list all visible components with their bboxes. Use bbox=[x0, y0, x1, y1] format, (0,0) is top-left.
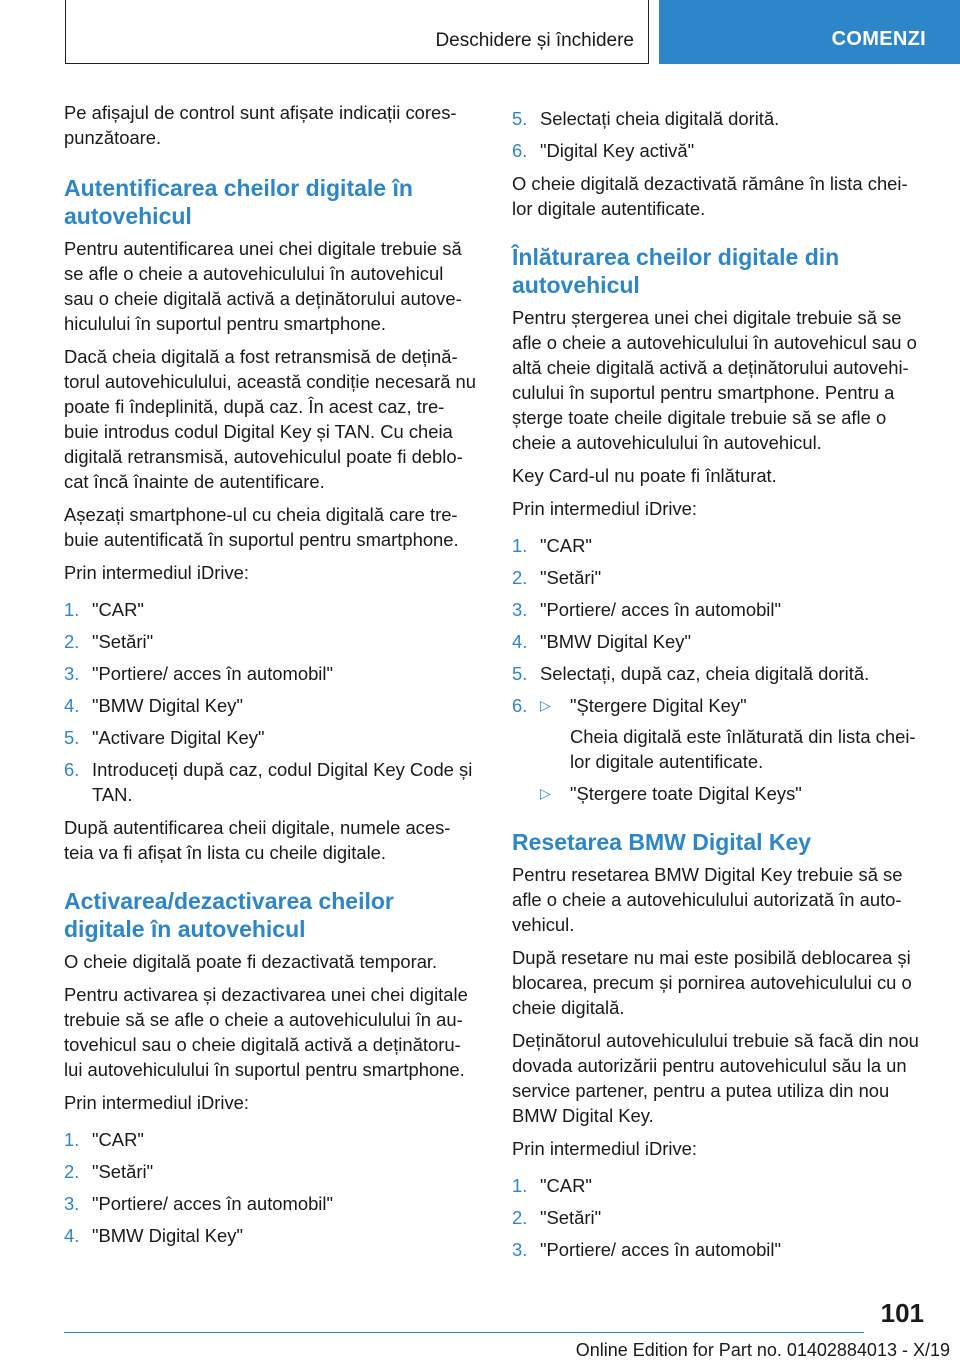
list-item bbox=[512, 533, 928, 558]
auth-paragraph-1: Pentru autentificarea unei chei digitale trebuie să se afle o cheie a autovehiculului în autovehicul sau o cheie digitală activă a deținătorului autove-hiculului în suportul pentru smartphone. bbox=[64, 238, 462, 334]
step-number: 4. bbox=[64, 1225, 80, 1246]
chapter-title: COMENZI bbox=[831, 28, 926, 50]
auth-paragraph-3: Așezați smartphone-ul cu cheia digitală care tre-buie autentificată în suportul pentru smartphone. bbox=[64, 504, 459, 550]
removal-paragraph-2: Key Card-ul nu poate fi înlăturat. bbox=[512, 465, 777, 486]
reset-paragraph-2: După resetare nu mai este posibilă deblocarea și blocarea, precum și pornirea autovehiculului cu o cheie digitală. bbox=[512, 947, 912, 1018]
reset-paragraph-4: Prin intermediul iDrive: bbox=[512, 1138, 697, 1159]
list-item bbox=[64, 1159, 478, 1184]
reset-paragraph-3: Deținătorul autovehiculului trebuie să facă din nou dovada autorizării pentru autovehiculul său la un service partener, pentru a putea utiliza din nou BMW Digital Key. bbox=[512, 1030, 919, 1126]
step-number: 2. bbox=[64, 1161, 80, 1182]
step-text: "Portiere/ acces în automobil" bbox=[92, 1193, 334, 1214]
activation-paragraph-4: O cheie digitală dezactivată rămâne în lista chei-lor digitale autentificate. bbox=[512, 173, 908, 219]
step-number: 5. bbox=[64, 727, 80, 748]
step-text: "Setări" bbox=[540, 567, 602, 588]
auth-paragraph-2: Dacă cheia digitală a fost retransmisă de dețină-torul autovehiculului, această condiție necesară nu poate fi îndeplinită, după caz. În acest caz, tre-buie introdus codul Digital Key și TAN. Cu cheia digitală retransmisă, autovehiculul poate fi deblo-cat încă înainte de autentificare. bbox=[64, 346, 477, 492]
step-number: 6. bbox=[512, 695, 528, 716]
list-item bbox=[64, 1191, 478, 1216]
left-column bbox=[64, 100, 478, 1256]
step-text: "CAR" bbox=[92, 599, 144, 620]
step-number: 3. bbox=[512, 1239, 528, 1260]
page-number: 101 bbox=[880, 1298, 924, 1328]
step-text: "CAR" bbox=[92, 1129, 144, 1150]
step-number: 1. bbox=[512, 535, 528, 556]
step-text: "BMW Digital Key" bbox=[92, 695, 244, 716]
removal-sub-options bbox=[540, 693, 928, 806]
list-item bbox=[64, 1127, 478, 1152]
list-item bbox=[512, 661, 928, 686]
step-number: 1. bbox=[64, 1129, 80, 1150]
list-item bbox=[64, 1223, 478, 1248]
sub-option-text: "Ștergere Digital Key" bbox=[570, 695, 747, 716]
activation-paragraph-1: O cheie digitală poate fi dezactivată temporar. bbox=[64, 951, 438, 972]
list-item bbox=[512, 693, 928, 806]
auth-heading: Autentificarea cheilor digitale în autovehicul bbox=[64, 175, 413, 229]
list-item bbox=[512, 138, 928, 163]
footer-divider bbox=[64, 1332, 864, 1333]
step-number: 3. bbox=[512, 599, 528, 620]
list-item bbox=[512, 106, 928, 131]
list-item bbox=[64, 629, 478, 654]
step-number: 3. bbox=[64, 1193, 80, 1214]
step-text: "Portiere/ acces în automobil" bbox=[540, 599, 782, 620]
removal-paragraph-1: Pentru ștergerea unei chei digitale trebuie să se afle o cheie a autovehiculului în autovehicul sau o altă cheie digitală activă a deținătorului autovehi-culului în suportul pentru smartphone. Pentru a șterge toate cheile digitale trebuie să se afle o cheie a autovehiculului în autovehicul. bbox=[512, 307, 917, 453]
list-item bbox=[512, 1237, 928, 1262]
step-number: 5. bbox=[512, 108, 528, 129]
list-item bbox=[512, 565, 928, 590]
step-number: 4. bbox=[512, 631, 528, 652]
auth-steps-list bbox=[64, 597, 478, 807]
sub-list-item bbox=[540, 693, 928, 774]
list-item bbox=[64, 597, 478, 622]
step-text: "Portiere/ acces în automobil" bbox=[92, 663, 334, 684]
step-text: "Setări" bbox=[92, 631, 154, 652]
intro-paragraph: Pe afișajul de control sunt afișate indicații cores-punzătoare. bbox=[64, 102, 457, 148]
list-item bbox=[512, 1173, 928, 1198]
list-item bbox=[512, 629, 928, 654]
triangle-bullet-icon: ▷ bbox=[540, 785, 551, 801]
step-number: 1. bbox=[512, 1175, 528, 1196]
step-number: 2. bbox=[512, 567, 528, 588]
header-section-box bbox=[65, 0, 649, 64]
chapter-tab bbox=[659, 0, 960, 64]
step-text: Introduceți după caz, codul Digital Key Code și TAN. bbox=[92, 759, 473, 805]
step-text: "BMW Digital Key" bbox=[92, 1225, 244, 1246]
removal-heading: Înlăturarea cheilor digitale din autovehicul bbox=[512, 244, 840, 298]
removal-steps-list bbox=[512, 533, 928, 806]
step-text: "CAR" bbox=[540, 535, 592, 556]
activation-steps-list bbox=[64, 1127, 478, 1248]
activation-steps-continued bbox=[512, 106, 928, 163]
step-text: "Portiere/ acces în automobil" bbox=[540, 1239, 782, 1260]
right-column bbox=[512, 100, 928, 1270]
step-number: 2. bbox=[512, 1207, 528, 1228]
step-text: "Activare Digital Key" bbox=[92, 727, 265, 748]
reset-heading: Resetarea BMW Digital Key bbox=[512, 829, 812, 855]
list-item bbox=[64, 661, 478, 686]
reset-paragraph-1: Pentru resetarea BMW Digital Key trebuie să se afle o cheie a autovehiculului autorizată în auto-vehicul. bbox=[512, 864, 903, 935]
footer-edition: Online Edition for Part no. 01402884013 - X/19 bbox=[575, 1340, 950, 1360]
activation-paragraph-3: Prin intermediul iDrive: bbox=[64, 1092, 249, 1113]
step-text: "BMW Digital Key" bbox=[540, 631, 692, 652]
step-number: 3. bbox=[64, 663, 80, 684]
list-item bbox=[64, 725, 478, 750]
step-text: Selectați cheia digitală dorită. bbox=[540, 108, 780, 129]
list-item bbox=[64, 693, 478, 718]
auth-paragraph-5: După autentificarea cheii digitale, numele aces-teia va fi afișat în lista cu cheile digitale. bbox=[64, 817, 451, 863]
step-text: "Setări" bbox=[92, 1161, 154, 1182]
activation-paragraph-2: Pentru activarea și dezactivarea unei chei digitale trebuie să se afle o cheie a autovehiculului în au-tovehicul sau o cheie digitală activă a deținătoru-lui autovehiculului în suportul pentru smartphone. bbox=[64, 984, 468, 1080]
list-item bbox=[512, 1205, 928, 1230]
step-number: 1. bbox=[64, 599, 80, 620]
list-item bbox=[512, 597, 928, 622]
auth-paragraph-4: Prin intermediul iDrive: bbox=[64, 562, 249, 583]
step-text: "Digital Key activă" bbox=[540, 140, 695, 161]
sub-list-item bbox=[540, 781, 928, 806]
step-text: Selectați, după caz, cheia digitală dorită. bbox=[540, 663, 870, 684]
triangle-bullet-icon: ▷ bbox=[540, 697, 551, 713]
step-text: "Setări" bbox=[540, 1207, 602, 1228]
step-number: 4. bbox=[64, 695, 80, 716]
list-item bbox=[64, 757, 478, 807]
sub-option-text: "Ștergere toate Digital Keys" bbox=[570, 783, 802, 804]
step-number: 5. bbox=[512, 663, 528, 684]
step-number: 2. bbox=[64, 631, 80, 652]
section-title: Deschidere și închidere bbox=[435, 30, 634, 51]
sub-option-note: Cheia digitală este înlăturată din lista chei-lor digitale autentificate. bbox=[570, 726, 916, 772]
activation-heading: Activarea/dezactivarea cheilor digitale în autovehicul bbox=[64, 888, 394, 942]
reset-steps-list bbox=[512, 1173, 928, 1262]
step-number: 6. bbox=[512, 140, 528, 161]
step-text: "CAR" bbox=[540, 1175, 592, 1196]
removal-paragraph-3: Prin intermediul iDrive: bbox=[512, 498, 697, 519]
step-number: 6. bbox=[64, 759, 80, 780]
